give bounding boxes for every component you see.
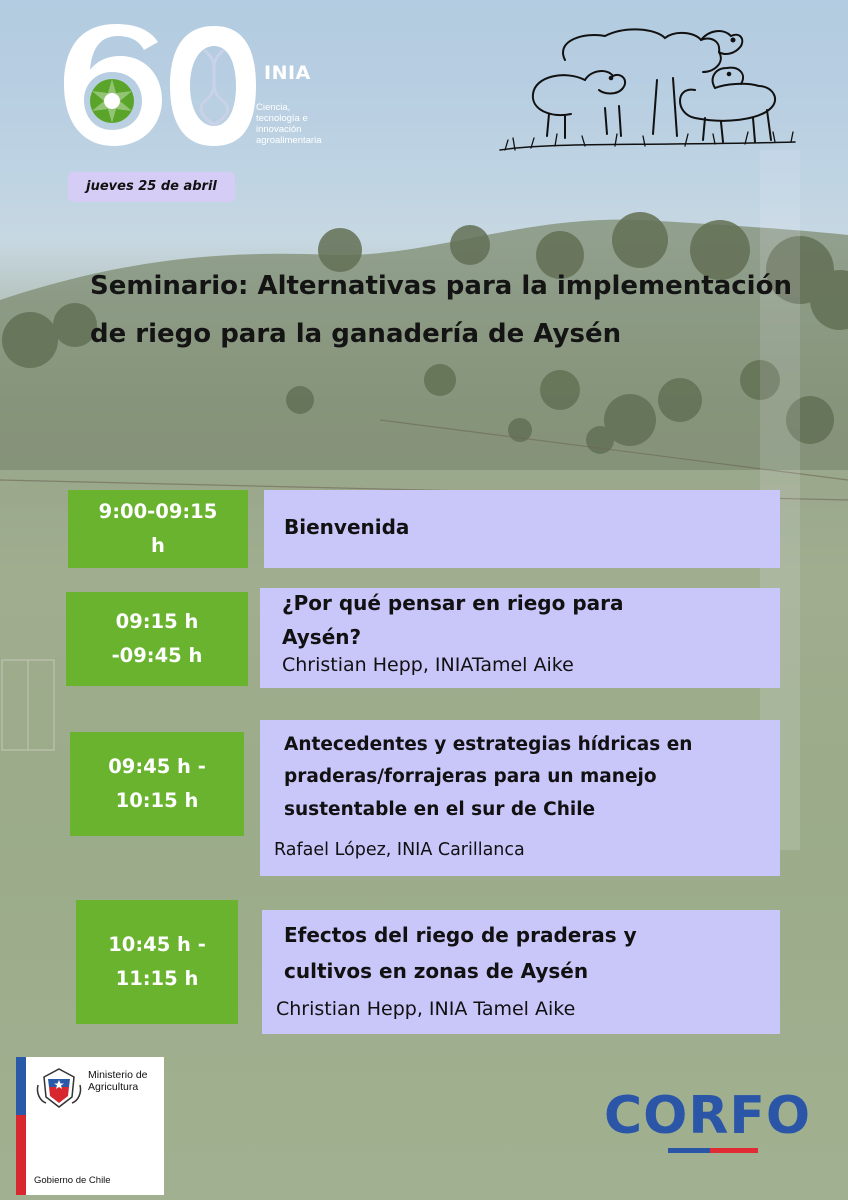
time-slot-4-line2: 11:15 h bbox=[115, 967, 199, 990]
session-2-title-line1: ¿Por qué pensar en riego para bbox=[282, 591, 624, 615]
time-slot-2-line1: 09:15 h bbox=[115, 610, 199, 633]
time-slot-3-line1: 09:45 h - bbox=[108, 755, 206, 778]
time-slot-2 bbox=[66, 592, 248, 686]
session-4-title-line2: cultivos en zonas de Aysén bbox=[284, 959, 589, 983]
corfo-logo-bar bbox=[668, 1148, 758, 1153]
time-slot-4 bbox=[76, 900, 238, 1024]
session-2-speaker: Christian Hepp, INIATamel Aike bbox=[282, 654, 574, 676]
session-card-3 bbox=[260, 720, 780, 876]
time-slot-3 bbox=[70, 732, 244, 836]
inia-wordmark: INIA bbox=[264, 62, 311, 84]
time-slot-1 bbox=[68, 490, 248, 568]
chile-coat-of-arms-icon bbox=[34, 1063, 84, 1113]
time-slot-4-line1: 10:45 h - bbox=[108, 933, 206, 956]
session-3-title-line2: praderas/forrajeras para un manejo bbox=[284, 766, 657, 787]
session-1-title: Bienvenida bbox=[284, 515, 410, 539]
inia-60-years-logo bbox=[46, 6, 256, 156]
time-slot-3-line2: 10:15 h bbox=[115, 789, 199, 812]
session-3-title-line3: sustentable en el sur de Chile bbox=[284, 799, 596, 820]
session-card-2 bbox=[260, 588, 780, 688]
session-3-speaker: Rafael López, INIA Carillanca bbox=[274, 840, 525, 860]
inia-brand bbox=[256, 60, 346, 160]
time-slot-1-line1: 9:00-09:15 bbox=[98, 500, 218, 523]
logo-stripe-top bbox=[16, 1115, 26, 1195]
session-4-title-line1: Efectos del riego de praderas y bbox=[284, 923, 637, 947]
time-slot-2-line2: -09:45 h bbox=[111, 644, 203, 667]
sheep-illustration bbox=[495, 10, 805, 160]
corfo-logo: CORFO bbox=[604, 1086, 812, 1146]
session-3-title-line1: Antecedentes y estrategias hídricas en bbox=[284, 734, 693, 755]
session-card-1 bbox=[264, 490, 780, 568]
government-label: Gobierno de Chile bbox=[34, 1175, 111, 1186]
inia-tagline: Ciencia, tecnología e innovación agroalimentaria bbox=[256, 102, 322, 146]
ministry-name: Ministerio de Agricultura bbox=[88, 1069, 148, 1093]
time-slot-1-line2: h bbox=[151, 534, 165, 557]
session-2-title-line2: Aysén? bbox=[282, 625, 362, 649]
seminar-title: Seminario: Alternativas para la implementación de riego para la ganadería de Aysén bbox=[90, 271, 792, 349]
session-card-4 bbox=[262, 910, 780, 1034]
ministerio-agricultura-logo bbox=[16, 1057, 164, 1195]
session-4-speaker: Christian Hepp, INIA Tamel Aike bbox=[276, 998, 576, 1020]
event-date-badge: jueves 25 de abril bbox=[68, 172, 235, 202]
